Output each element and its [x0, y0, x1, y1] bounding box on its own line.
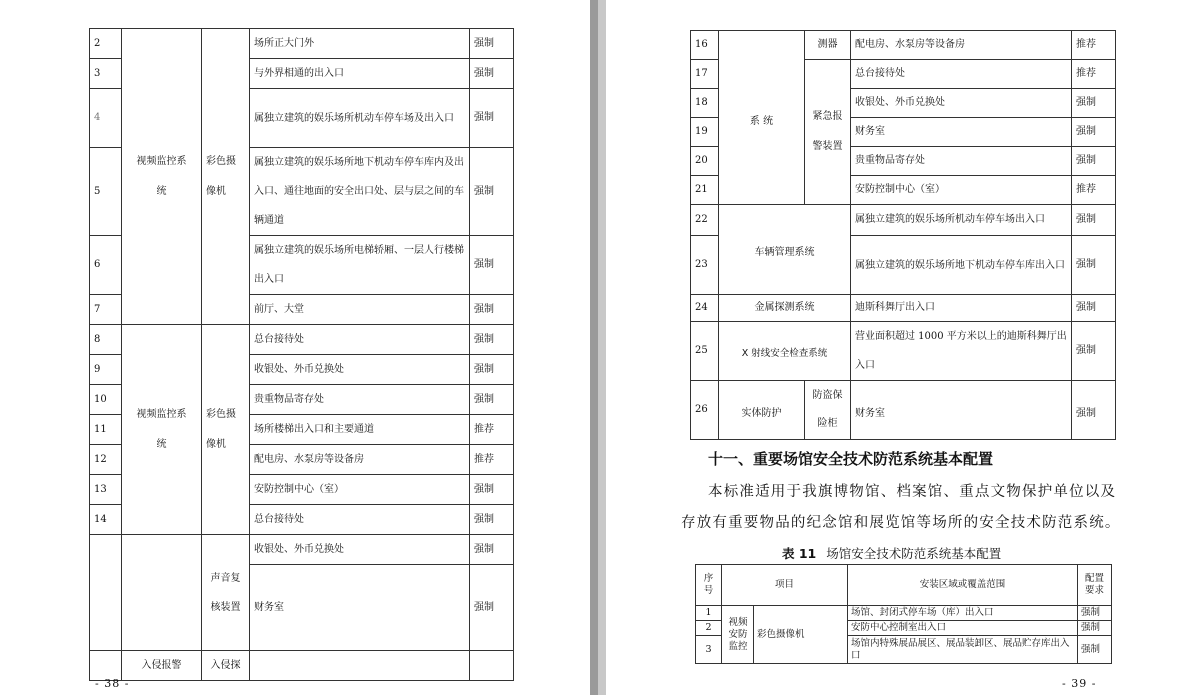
page-number: - 39 - — [1062, 677, 1097, 690]
location-cell: 属独立建筑的娱乐场所地下机动车停车库内及出入口、通往地面的安全出口处、层与层之间的车辆通道 — [250, 148, 470, 236]
row-number: 11 — [90, 415, 122, 445]
row-number: 17 — [691, 60, 719, 89]
table-header-row — [696, 565, 1112, 606]
device-label: 紧急报警装置 — [812, 111, 843, 152]
location-cell: 属独立建筑的娱乐场所机动车停车场及出入口 — [250, 89, 470, 148]
header-number-label: 序号 — [703, 573, 714, 596]
table-row — [90, 29, 514, 59]
table-row — [90, 325, 514, 355]
book-gutter-shadow — [598, 0, 606, 695]
location-cell: 总台接待处 — [250, 325, 470, 355]
device-cell — [202, 29, 250, 325]
location-cell: 迪斯科舞厅出入口 — [851, 295, 1072, 322]
system-label: 视频监控系统 — [136, 408, 187, 450]
header-requirement-label: 配置要求 — [1085, 573, 1105, 596]
location-cell — [250, 651, 470, 681]
system-cell: 系 统 — [719, 31, 805, 205]
requirement-cell: 推荐 — [470, 415, 514, 445]
venue-config-table — [695, 564, 1112, 664]
location-cell: 收银处、外币兑换处 — [851, 89, 1072, 118]
requirement-cell: 推荐 — [1072, 176, 1116, 205]
location-cell: 属独立建筑的娱乐场所机动车停车场出入口 — [851, 205, 1072, 236]
requirement-cell: 强制 — [1072, 236, 1116, 295]
location-cell: 场馆、封闭式停车场（库）出入口 — [848, 606, 1078, 621]
location-cell: 营业面积超过 1000 平方米以上的迪斯科舞厅出入口 — [851, 322, 1072, 381]
row-number: 3 — [696, 636, 722, 664]
right-config-table — [690, 30, 1116, 440]
device-label: 防盗保险柜 — [812, 390, 843, 429]
device-label: 彩色摄像机 — [206, 408, 236, 450]
requirement-cell: 强制 — [1078, 621, 1112, 636]
location-cell: 配电房、水泵房等设备房 — [851, 31, 1072, 60]
requirement-cell: 强制 — [1072, 205, 1116, 236]
requirement-cell: 强制 — [470, 236, 514, 295]
system-cell — [722, 606, 754, 664]
requirement-cell — [470, 651, 514, 681]
requirement-cell: 推荐 — [1072, 31, 1116, 60]
location-cell: 场所正大门外 — [250, 29, 470, 59]
row-number: 2 — [696, 621, 722, 636]
header-range: 安装区域或覆盖范围 — [848, 565, 1078, 606]
row-number: 2 — [90, 29, 122, 59]
system-cell: X 射线安全检查系统 — [719, 322, 851, 381]
device-cell — [805, 60, 851, 205]
row-number: 4 — [90, 89, 122, 148]
device-label: 声音复核装置 — [210, 572, 241, 613]
system-label: 视频监控系统 — [136, 155, 187, 197]
table-row — [90, 535, 514, 565]
device-cell: 测器 — [805, 31, 851, 60]
system-cell: 实体防护 — [719, 381, 805, 440]
row-number: 12 — [90, 445, 122, 475]
left-page — [0, 0, 590, 695]
system-cell — [122, 29, 202, 325]
device-cell — [805, 381, 851, 440]
system-cell: 入侵报警 — [122, 651, 202, 681]
location-cell: 属独立建筑的娱乐场所电梯轿厢、一层人行楼梯出入口 — [250, 236, 470, 295]
row-number: 21 — [691, 176, 719, 205]
table-label: 表 11 — [782, 546, 817, 561]
requirement-cell: 强制 — [470, 535, 514, 565]
table-row — [691, 295, 1116, 322]
device-cell — [202, 325, 250, 535]
requirement-cell: 强制 — [1078, 606, 1112, 621]
system-cell: 金属探测系统 — [719, 295, 851, 322]
paragraph-line-1: 本标准适用于我旗博物馆、档案馆、重点文物保护单位以及 — [708, 484, 1117, 500]
device-cell: 入侵探 — [202, 651, 250, 681]
header-number — [696, 565, 722, 606]
requirement-cell: 强制 — [470, 295, 514, 325]
requirement-cell: 强制 — [1072, 89, 1116, 118]
location-cell: 收银处、外币兑换处 — [250, 535, 470, 565]
location-cell: 场所楼梯出入口和主要通道 — [250, 415, 470, 445]
location-cell: 配电房、水泵房等设备房 — [250, 445, 470, 475]
header-requirement — [1078, 565, 1112, 606]
requirement-cell: 强制 — [470, 355, 514, 385]
table-row — [90, 651, 514, 681]
system-cell: 车辆管理系统 — [719, 205, 851, 295]
location-cell: 贵重物品寄存处 — [250, 385, 470, 415]
row-number — [90, 651, 122, 681]
row-number: 10 — [90, 385, 122, 415]
row-number: 22 — [691, 205, 719, 236]
row-number: 9 — [90, 355, 122, 385]
row-number: 26 — [691, 381, 719, 440]
table-row — [696, 606, 1112, 621]
requirement-cell: 强制 — [1072, 147, 1116, 176]
row-number: 24 — [691, 295, 719, 322]
requirement-cell: 强制 — [1072, 381, 1116, 440]
device-cell: 彩色摄像机 — [754, 606, 848, 664]
requirement-cell: 强制 — [470, 325, 514, 355]
location-cell: 前厅、大堂 — [250, 295, 470, 325]
row-number: 8 — [90, 325, 122, 355]
row-number: 7 — [90, 295, 122, 325]
row-number: 20 — [691, 147, 719, 176]
requirement-cell: 强制 — [470, 385, 514, 415]
book-gutter — [590, 0, 598, 695]
device-label: 彩色摄像机 — [206, 155, 236, 197]
system-label: 视频安防监控 — [728, 616, 748, 652]
row-number: 3 — [90, 59, 122, 89]
table-row — [691, 322, 1116, 381]
section-heading: 十一、重要场馆安全技术防范系统基本配置 — [708, 450, 994, 468]
requirement-cell: 推荐 — [470, 445, 514, 475]
requirement-cell: 强制 — [1072, 322, 1116, 381]
system-cell-empty — [122, 535, 202, 651]
system-cell — [122, 325, 202, 535]
row-number: 18 — [691, 89, 719, 118]
row-number: 13 — [90, 475, 122, 505]
requirement-cell: 强制 — [1072, 295, 1116, 322]
header-item: 项目 — [722, 565, 848, 606]
requirement-cell: 强制 — [470, 565, 514, 651]
location-cell: 收银处、外币兑换处 — [250, 355, 470, 385]
row-number: 6 — [90, 236, 122, 295]
requirement-cell: 强制 — [470, 505, 514, 535]
row-number: 19 — [691, 118, 719, 147]
requirement-cell: 强制 — [470, 148, 514, 236]
table-row — [691, 205, 1116, 236]
requirement-cell: 强制 — [470, 475, 514, 505]
requirement-cell: 强制 — [470, 89, 514, 148]
table-row — [691, 381, 1116, 440]
requirement-cell: 强制 — [1072, 118, 1116, 147]
location-cell: 总台接待处 — [250, 505, 470, 535]
row-number: 1 — [696, 606, 722, 621]
row-number: 23 — [691, 236, 719, 295]
location-cell: 总台接待处 — [851, 60, 1072, 89]
paragraph-line-2: 存放有重要物品的纪念馆和展览馆等场所的安全技术防范系统。 — [681, 515, 1121, 531]
location-cell: 财务室 — [250, 565, 470, 651]
location-cell: 财务室 — [851, 118, 1072, 147]
row-number: 25 — [691, 322, 719, 381]
table-title: 场馆安全技术防范系统基本配置 — [826, 546, 1002, 561]
table-caption — [782, 544, 1001, 562]
location-cell: 属独立建筑的娱乐场所地下机动车停车库出入口 — [851, 236, 1072, 295]
table-row — [691, 31, 1116, 60]
requirement-cell: 推荐 — [1072, 60, 1116, 89]
location-cell: 财务室 — [851, 381, 1072, 440]
location-cell: 与外界相通的出入口 — [250, 59, 470, 89]
left-config-table — [89, 28, 514, 681]
row-number — [90, 535, 122, 651]
location-cell: 安防控制中心（室） — [250, 475, 470, 505]
page-number: - 38 - — [95, 677, 130, 690]
location-cell: 安防控制中心（室） — [851, 176, 1072, 205]
row-number: 16 — [691, 31, 719, 60]
location-cell: 场馆内特殊展品展区、展品装卸区、展品贮存库出入口 — [848, 636, 1078, 664]
requirement-cell: 强制 — [1078, 636, 1112, 664]
requirement-cell: 强制 — [470, 29, 514, 59]
row-number: 14 — [90, 505, 122, 535]
location-cell: 贵重物品寄存处 — [851, 147, 1072, 176]
device-cell — [202, 535, 250, 651]
location-cell: 安防中心控制室出入口 — [848, 621, 1078, 636]
requirement-cell: 强制 — [470, 59, 514, 89]
row-number: 5 — [90, 148, 122, 236]
